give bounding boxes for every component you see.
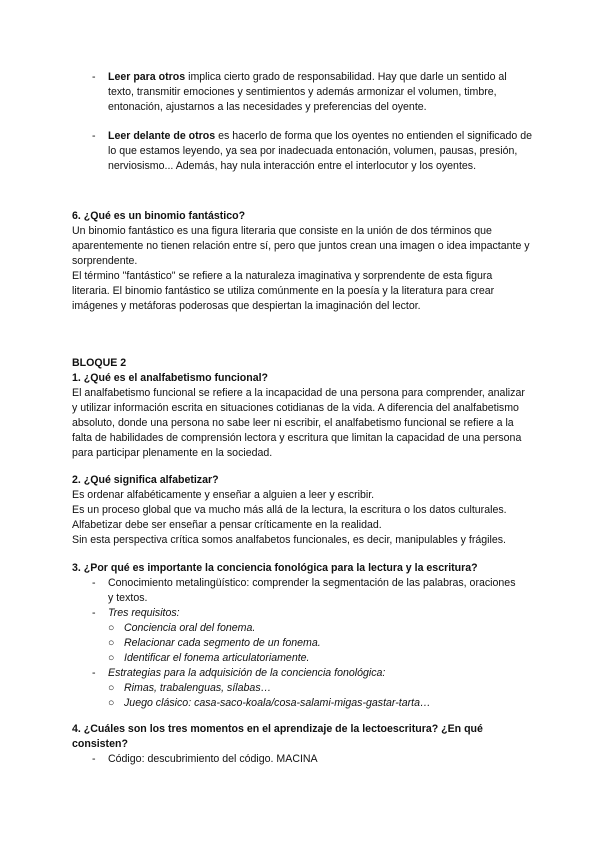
sub-list-item [108,651,532,666]
q3-item-3: Estrategias para la adquisición de la conciencia fonológica: [108,667,386,679]
section-q4 [72,722,532,752]
sub-list-item [108,696,532,711]
section-q2 [72,473,532,548]
q3-item-2: Tres requisitos: [108,607,180,619]
q1-heading: 1. ¿Qué es el analfabetismo funcional? [72,372,269,384]
dash-bullet: - [92,753,96,765]
q2-line-2: Es un proceso global que va mucho más allá de la lectura, la escritura o los datos culturales. [72,504,507,516]
section-bloque-2 [72,356,532,461]
q3-item-2-sub-2: Relacionar cada segmento de un fonema. [124,637,321,649]
circle-bullet: ○ [108,622,115,634]
q4-item-1: Código: descubrimiento del código. MACINA [108,753,318,765]
circle-bullet: ○ [108,697,115,709]
sub-list-item [108,621,532,636]
list-item [92,606,532,666]
circle-bullet: ○ [108,652,115,664]
dash-bullet: - [92,577,96,589]
q1-paragraph: El analfabetismo funcional se refiere a la incapacidad de una persona para comprender, analizar y utilizar información escrita en situaciones cotidianas de la vida. A diferencia del analfabetismo absoluto, donde una persona no sabe leer ni escribir, el analfabetismo funcional se refiere a la falta de habilidades de comprensión lectora y escritura que limitan la capacidad de una persona para participar plenamente en la sociedad. [72,387,525,459]
q3-item-1: Conocimiento metalingüístico: comprender la segmentación de las palabras, oraciones y textos. [108,577,516,604]
q3-item-2-sub-1: Conciencia oral del fonema. [124,622,256,634]
dash-bullet: - [92,667,96,679]
q6-paragraph-1: Un binomio fantástico es una figura literaria que consiste en la unión de dos términos que aparentemente no tienen relación entre sí, pero que juntos crean una imagen o idea impactante y sorprendente. [72,225,530,267]
q6-heading: 6. ¿Qué es un binomio fantástico? [72,210,246,222]
q4-heading: 4. ¿Cuáles son los tres momentos en el aprendizaje de la lectoescritura? ¿En qué consisten? [72,723,483,750]
sub-list-item [108,636,532,651]
dash-bullet: - [92,607,96,619]
q3-item-2-sub-3: Identificar el fonema articulatoriamente. [124,652,310,664]
q6-paragraph-2: El término "fantástico" se refiere a la naturaleza imaginativa y sorprendente de esta figura literaria. El binomio fantástico se utiliza comúnmente en la poesía y la literatura para crear imágenes y metáforas poderosas que despiertan la imaginación del lector. [72,270,495,312]
q2-line-1: Es ordenar alfabéticamente y enseñar a alguien a leer y escribir. [72,489,375,501]
bloque-heading: BLOQUE 2 [72,357,127,369]
list-item [92,666,532,711]
q2-line-3: Alfabetizar debe ser enseñar a pensar críticamente en la realidad. [72,519,382,531]
q2-line-4: Sin esta perspectiva crítica somos analfabetos funcionales, es decir, manipulables y frágiles. [72,534,506,546]
list-item [92,752,532,767]
list-item [92,576,532,606]
definition-leer-para-otros: implica cierto grado de responsabilidad. Hay que darle un sentido al texto, transmitir emociones y sentimientos y además armonizar el volumen, timbre, entonación, ajustarnos a las necesidades y preferencias del oyente. [108,71,507,113]
section-q3 [72,561,532,576]
definition-leer-delante-de-otros: es hacerlo de forma que los oyentes no entienden el significado de lo que estamos leyendo, ya sea por inadecuada entonación, volumen, pausas, presión, nerviosismo... Además, hay nula interacción entre el interlocutor y los oyentes. [108,130,533,172]
dash-bullet: - [92,130,96,142]
section-q6 [72,209,532,314]
circle-bullet: ○ [108,637,115,649]
q2-heading: 2. ¿Qué significa alfabetizar? [72,474,219,486]
q3-heading: 3. ¿Por qué es importante la conciencia fonológica para la lectura y la escritura? [72,562,478,574]
term-leer-para-otros: Leer para otros [108,71,186,83]
q3-item-3-sub-2: Juego clásico: casa-saco-koala/cosa-salami-migas-gastar-tarta… [124,697,431,709]
dash-bullet: - [92,71,96,83]
term-leer-delante-de-otros: Leer delante de otros [108,130,216,142]
list-item [92,129,532,174]
q3-item-3-sub-1: Rimas, trabalenguas, sílabas… [124,682,272,694]
sub-list-item [108,681,532,696]
list-item [92,70,532,115]
circle-bullet: ○ [108,682,115,694]
